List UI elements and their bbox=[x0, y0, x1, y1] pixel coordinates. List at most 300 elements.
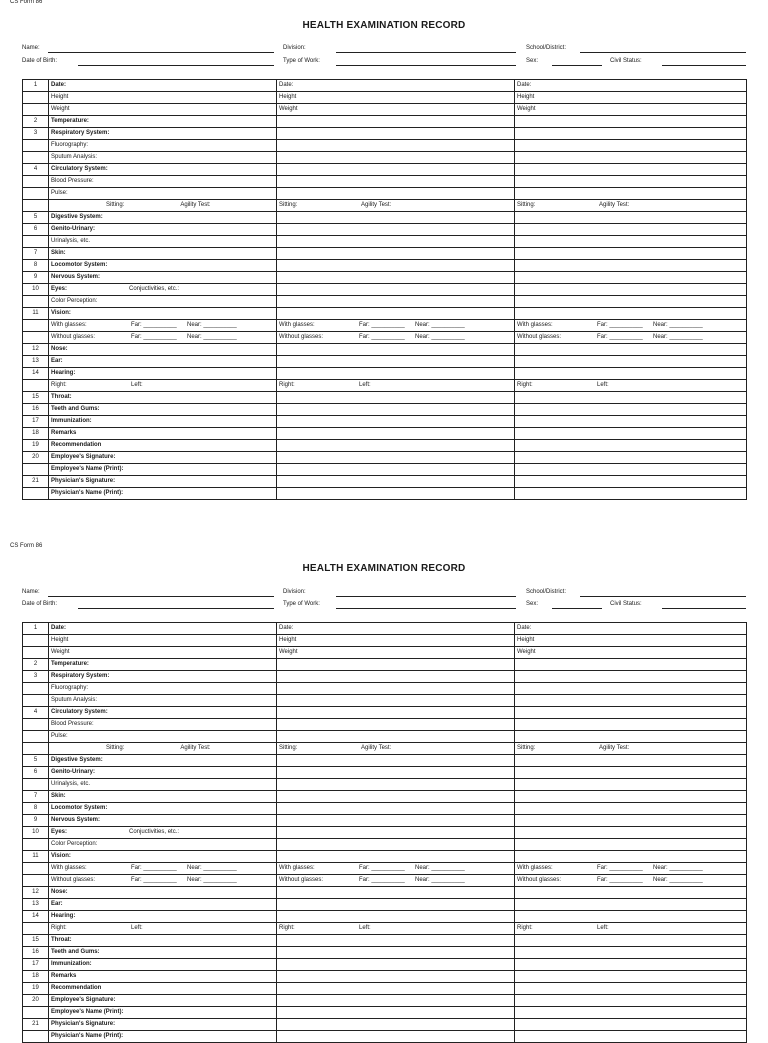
exam-entry-cell[interactable] bbox=[515, 719, 747, 731]
exam-entry-cell[interactable] bbox=[277, 875, 515, 887]
exam-entry-cell[interactable] bbox=[277, 923, 515, 935]
exam-entry-cell[interactable] bbox=[277, 707, 515, 719]
row-label-cell[interactable] bbox=[49, 755, 277, 767]
exam-entry-cell[interactable] bbox=[515, 464, 747, 476]
exam-entry-cell[interactable] bbox=[515, 116, 747, 128]
row-label-cell[interactable] bbox=[49, 356, 277, 368]
exam-entry-cell[interactable] bbox=[515, 983, 747, 995]
exam-entry-cell[interactable] bbox=[515, 671, 747, 683]
row-label-cell[interactable] bbox=[49, 104, 277, 116]
exam-entry-cell[interactable] bbox=[515, 140, 747, 152]
sex-line[interactable] bbox=[552, 65, 602, 66]
table-row bbox=[23, 755, 747, 767]
exam-entry-cell[interactable] bbox=[515, 767, 747, 779]
exam-entry-cell[interactable] bbox=[277, 380, 515, 392]
row-label-cell[interactable] bbox=[49, 623, 277, 635]
row-label-cell[interactable] bbox=[49, 827, 277, 839]
exam-entry-cell[interactable] bbox=[277, 851, 515, 863]
exam-entry-cell[interactable] bbox=[277, 899, 515, 911]
row-label-cell[interactable] bbox=[49, 851, 277, 863]
row-label-cell[interactable] bbox=[49, 803, 277, 815]
row-label-cell[interactable] bbox=[49, 284, 277, 296]
exam-entry-cell[interactable] bbox=[515, 272, 747, 284]
exam-entry-cell[interactable] bbox=[515, 344, 747, 356]
exam-entry-cell[interactable] bbox=[515, 176, 747, 188]
entry-label: Date: bbox=[517, 82, 532, 88]
row-label: Immunization: bbox=[51, 961, 92, 967]
exam-entry-cell[interactable] bbox=[515, 947, 747, 959]
row-label-cell[interactable] bbox=[49, 1007, 277, 1019]
table-row bbox=[23, 236, 747, 248]
exam-entry-cell[interactable] bbox=[277, 659, 515, 671]
exam-entry-cell[interactable] bbox=[515, 971, 747, 983]
exam-entry-cell[interactable] bbox=[515, 296, 747, 308]
row-label: Weight bbox=[51, 106, 70, 112]
exam-entry-cell[interactable] bbox=[277, 152, 515, 164]
row-label-cell[interactable] bbox=[49, 947, 277, 959]
row-label-cell[interactable] bbox=[49, 128, 277, 140]
row-label: Nose: bbox=[51, 346, 68, 352]
row-label-cell[interactable] bbox=[49, 200, 277, 212]
exam-entry-cell[interactable] bbox=[277, 803, 515, 815]
row-number: 21 bbox=[23, 1019, 49, 1031]
row-label-cell[interactable] bbox=[49, 707, 277, 719]
exam-entry-cell[interactable] bbox=[515, 236, 747, 248]
exam-entry-cell[interactable] bbox=[515, 635, 747, 647]
row-number bbox=[23, 188, 49, 200]
exam-entry-cell[interactable] bbox=[515, 320, 747, 332]
exam-entry-cell[interactable] bbox=[515, 1019, 747, 1031]
row-label-cell[interactable] bbox=[49, 476, 277, 488]
exam-entry-cell[interactable] bbox=[277, 791, 515, 803]
row-label: Sputum Analysis: bbox=[51, 697, 98, 703]
exam-entry-cell[interactable] bbox=[277, 719, 515, 731]
exam-entry-cell[interactable] bbox=[277, 212, 515, 224]
row-number: 3 bbox=[23, 671, 49, 683]
division-line[interactable] bbox=[336, 596, 516, 597]
exam-entry-cell[interactable] bbox=[515, 404, 747, 416]
exam-entry-cell[interactable] bbox=[515, 743, 747, 755]
row-label-cell[interactable] bbox=[49, 743, 277, 755]
table-row bbox=[23, 851, 747, 863]
exam-entry-cell[interactable] bbox=[515, 248, 747, 260]
row-label-cell[interactable] bbox=[49, 959, 277, 971]
exam-entry-cell[interactable] bbox=[515, 623, 747, 635]
exam-entry-cell[interactable] bbox=[515, 815, 747, 827]
exam-entry-cell[interactable] bbox=[277, 779, 515, 791]
row-label: Physician's Name (Print): bbox=[51, 490, 124, 496]
exam-entry-cell[interactable] bbox=[515, 380, 747, 392]
row-label: Employee's Signature: bbox=[51, 997, 116, 1003]
sitting-label: Sitting: bbox=[279, 202, 298, 208]
exam-entry-cell[interactable] bbox=[515, 128, 747, 140]
exam-entry-cell[interactable] bbox=[277, 260, 515, 272]
row-label-cell[interactable] bbox=[49, 224, 277, 236]
row-label-cell[interactable] bbox=[49, 260, 277, 272]
exam-entry-cell[interactable] bbox=[277, 935, 515, 947]
table-row bbox=[23, 971, 747, 983]
type-of-work-line[interactable] bbox=[336, 608, 516, 609]
table-row bbox=[23, 923, 747, 935]
row-label-cell[interactable] bbox=[49, 92, 277, 104]
exam-entry-cell[interactable] bbox=[515, 224, 747, 236]
exam-entry-cell[interactable] bbox=[277, 416, 515, 428]
row-label-cell[interactable] bbox=[49, 731, 277, 743]
row-label-cell[interactable] bbox=[49, 983, 277, 995]
exam-entry-cell[interactable] bbox=[515, 332, 747, 344]
row-number bbox=[23, 731, 49, 743]
exam-entry-cell[interactable] bbox=[277, 947, 515, 959]
row-number: 19 bbox=[23, 983, 49, 995]
exam-entry-cell[interactable] bbox=[277, 332, 515, 344]
exam-entry-cell[interactable] bbox=[515, 1007, 747, 1019]
exam-entry-cell[interactable] bbox=[515, 803, 747, 815]
exam-entry-cell[interactable] bbox=[277, 1007, 515, 1019]
row-number: 17 bbox=[23, 959, 49, 971]
row-number bbox=[23, 1031, 49, 1043]
row-number: 2 bbox=[23, 116, 49, 128]
left-label: Left: bbox=[131, 925, 143, 931]
table-row bbox=[23, 1007, 747, 1019]
exam-entry-cell[interactable] bbox=[515, 935, 747, 947]
exam-entry-cell[interactable] bbox=[277, 368, 515, 380]
exam-entry-cell[interactable] bbox=[277, 863, 515, 875]
row-label-cell[interactable] bbox=[49, 695, 277, 707]
civil-status-line[interactable] bbox=[662, 65, 746, 66]
exam-entry-cell[interactable] bbox=[277, 296, 515, 308]
exam-entry-cell[interactable] bbox=[277, 320, 515, 332]
exam-entry-cell[interactable] bbox=[277, 80, 515, 92]
exam-entry-cell[interactable] bbox=[277, 743, 515, 755]
conjuctivities-label: Conjuctivities, etc.: bbox=[129, 829, 180, 835]
row-label: Locomotor System: bbox=[51, 805, 108, 811]
table-row bbox=[23, 464, 747, 476]
row-label-cell[interactable] bbox=[49, 899, 277, 911]
row-number: 1 bbox=[23, 80, 49, 92]
row-label-cell[interactable] bbox=[49, 464, 277, 476]
row-number: 10 bbox=[23, 284, 49, 296]
table-row bbox=[23, 368, 747, 380]
exam-entry-cell[interactable] bbox=[515, 923, 747, 935]
row-label-cell[interactable] bbox=[49, 440, 277, 452]
row-label-cell[interactable] bbox=[49, 236, 277, 248]
exam-entry-cell[interactable] bbox=[515, 200, 747, 212]
row-label: Urinalysis, etc. bbox=[51, 238, 91, 244]
exam-entry-cell[interactable] bbox=[277, 995, 515, 1007]
row-number bbox=[23, 875, 49, 887]
exam-entry-cell[interactable] bbox=[515, 839, 747, 851]
exam-entry-cell[interactable] bbox=[277, 284, 515, 296]
row-number: 19 bbox=[23, 440, 49, 452]
type-of-work-line[interactable] bbox=[336, 65, 516, 66]
row-label: Color Perception: bbox=[51, 841, 98, 847]
table-row bbox=[23, 899, 747, 911]
entry-label: Right: bbox=[279, 925, 295, 931]
exam-entry-cell[interactable] bbox=[515, 731, 747, 743]
row-number: 3 bbox=[23, 128, 49, 140]
exam-entry-cell[interactable] bbox=[515, 428, 747, 440]
exam-entry-cell[interactable] bbox=[277, 440, 515, 452]
exam-entry-cell[interactable] bbox=[277, 476, 515, 488]
row-label-cell[interactable] bbox=[49, 248, 277, 260]
exam-entry-cell[interactable] bbox=[277, 959, 515, 971]
row-label-cell[interactable] bbox=[49, 320, 277, 332]
row-label: Skin: bbox=[51, 250, 66, 256]
row-label-cell[interactable] bbox=[49, 1031, 277, 1043]
row-label-cell[interactable] bbox=[49, 116, 277, 128]
row-label-cell[interactable] bbox=[49, 923, 277, 935]
exam-entry-cell[interactable] bbox=[277, 635, 515, 647]
exam-entry-cell[interactable] bbox=[515, 80, 747, 92]
exam-entry-cell[interactable] bbox=[277, 464, 515, 476]
table-row bbox=[23, 212, 747, 224]
exam-entry-cell[interactable] bbox=[515, 875, 747, 887]
exam-entry-cell[interactable] bbox=[515, 791, 747, 803]
exam-entry-cell[interactable] bbox=[515, 755, 747, 767]
sex-line[interactable] bbox=[552, 608, 602, 609]
exam-entry-cell[interactable] bbox=[277, 887, 515, 899]
row-label-cell[interactable] bbox=[49, 308, 277, 320]
civil-status-label: Civil Status: bbox=[610, 601, 642, 607]
table-row bbox=[23, 356, 747, 368]
row-number: 12 bbox=[23, 344, 49, 356]
exam-entry-cell[interactable] bbox=[515, 452, 747, 464]
row-label-cell[interactable] bbox=[49, 428, 277, 440]
exam-entry-cell[interactable] bbox=[277, 248, 515, 260]
near-field: Near: __________ bbox=[653, 865, 703, 871]
row-label-cell[interactable] bbox=[49, 779, 277, 791]
exam-entry-cell[interactable] bbox=[515, 212, 747, 224]
exam-entry-cell[interactable] bbox=[277, 911, 515, 923]
table-row bbox=[23, 1031, 747, 1043]
exam-entry-cell[interactable] bbox=[515, 647, 747, 659]
exam-entry-cell[interactable] bbox=[277, 767, 515, 779]
row-label-cell[interactable] bbox=[49, 452, 277, 464]
row-label: Recommendation bbox=[51, 985, 102, 991]
row-number: 7 bbox=[23, 791, 49, 803]
exam-entry-cell[interactable] bbox=[515, 827, 747, 839]
exam-entry-cell[interactable] bbox=[515, 863, 747, 875]
row-label-cell[interactable] bbox=[49, 659, 277, 671]
table-row bbox=[23, 344, 747, 356]
agility-test-label: Agility Test: bbox=[599, 745, 630, 751]
row-label-cell[interactable] bbox=[49, 683, 277, 695]
row-number bbox=[23, 923, 49, 935]
row-label-cell[interactable] bbox=[49, 635, 277, 647]
exam-entry-cell[interactable] bbox=[515, 416, 747, 428]
exam-entry-cell[interactable] bbox=[277, 164, 515, 176]
exam-entry-cell[interactable] bbox=[277, 827, 515, 839]
exam-entry-cell[interactable] bbox=[515, 260, 747, 272]
exam-entry-cell[interactable] bbox=[277, 392, 515, 404]
table-row bbox=[23, 863, 747, 875]
row-label-cell[interactable] bbox=[49, 887, 277, 899]
dob-label: Date of Birth: bbox=[22, 601, 58, 607]
exam-entry-cell[interactable] bbox=[515, 695, 747, 707]
near-field: Near: __________ bbox=[653, 334, 703, 340]
exam-entry-cell[interactable] bbox=[277, 428, 515, 440]
exam-entry-cell[interactable] bbox=[277, 272, 515, 284]
row-number bbox=[23, 176, 49, 188]
exam-entry-cell[interactable] bbox=[277, 356, 515, 368]
row-label-cell[interactable] bbox=[49, 863, 277, 875]
row-label-cell[interactable] bbox=[49, 368, 277, 380]
form-code: CS Form 86 bbox=[10, 543, 43, 549]
far-field: Far: __________ bbox=[359, 334, 405, 340]
row-number: 20 bbox=[23, 452, 49, 464]
exam-entry-cell[interactable] bbox=[515, 188, 747, 200]
exam-entry-cell[interactable] bbox=[277, 404, 515, 416]
exam-entry-cell[interactable] bbox=[277, 1031, 515, 1043]
row-number: 4 bbox=[23, 707, 49, 719]
exam-entry-cell[interactable] bbox=[277, 188, 515, 200]
exam-entry-cell[interactable] bbox=[277, 971, 515, 983]
exam-entry-cell[interactable] bbox=[515, 707, 747, 719]
row-label-cell[interactable] bbox=[49, 971, 277, 983]
exam-entry-cell[interactable] bbox=[515, 887, 747, 899]
row-label-cell[interactable] bbox=[49, 875, 277, 887]
exam-entry-cell[interactable] bbox=[515, 851, 747, 863]
school-district-line[interactable] bbox=[580, 52, 746, 53]
exam-entry-cell[interactable] bbox=[515, 899, 747, 911]
row-number bbox=[23, 104, 49, 116]
row-label: Hearing: bbox=[51, 370, 76, 376]
row-label-cell[interactable] bbox=[49, 767, 277, 779]
exam-entry-cell[interactable] bbox=[277, 236, 515, 248]
far-field: Far: __________ bbox=[131, 865, 177, 871]
table-row bbox=[23, 284, 747, 296]
exam-entry-cell[interactable] bbox=[277, 731, 515, 743]
civil-status-line[interactable] bbox=[662, 608, 746, 609]
agility-test-label: Agility Test: bbox=[180, 745, 211, 751]
row-label-cell[interactable] bbox=[49, 176, 277, 188]
exam-entry-cell[interactable] bbox=[277, 200, 515, 212]
row-label-cell[interactable] bbox=[49, 380, 277, 392]
row-label-cell[interactable] bbox=[49, 815, 277, 827]
row-label-cell[interactable] bbox=[49, 671, 277, 683]
type-of-work-label: Type of Work: bbox=[283, 58, 320, 64]
row-label-cell[interactable] bbox=[49, 911, 277, 923]
table-row bbox=[23, 647, 747, 659]
row-label-cell[interactable] bbox=[49, 332, 277, 344]
agility-test-label: Agility Test: bbox=[361, 745, 392, 751]
row-label-cell[interactable] bbox=[49, 416, 277, 428]
exam-entry-cell[interactable] bbox=[277, 308, 515, 320]
exam-entry-cell[interactable] bbox=[277, 488, 515, 500]
exam-entry-cell[interactable] bbox=[277, 344, 515, 356]
near-field: Near: __________ bbox=[415, 865, 465, 871]
row-label: Nervous System: bbox=[51, 817, 101, 823]
row-label-cell[interactable] bbox=[49, 140, 277, 152]
exam-table bbox=[22, 622, 747, 1043]
school-district-line[interactable] bbox=[580, 596, 746, 597]
exam-entry-cell[interactable] bbox=[515, 164, 747, 176]
entry-label: Weight bbox=[279, 106, 298, 112]
row-label-cell[interactable] bbox=[49, 935, 277, 947]
row-label-cell[interactable] bbox=[49, 719, 277, 731]
name-line[interactable] bbox=[48, 52, 274, 53]
exam-entry-cell[interactable] bbox=[515, 659, 747, 671]
exam-entry-cell[interactable] bbox=[277, 647, 515, 659]
exam-entry-cell[interactable] bbox=[277, 140, 515, 152]
exam-entry-cell[interactable] bbox=[277, 224, 515, 236]
row-label-cell[interactable] bbox=[49, 488, 277, 500]
row-label: Ear: bbox=[51, 901, 63, 907]
table-row bbox=[23, 248, 747, 260]
row-label-cell[interactable] bbox=[49, 1019, 277, 1031]
exam-entry-cell[interactable] bbox=[515, 284, 747, 296]
exam-entry-cell[interactable] bbox=[277, 1019, 515, 1031]
exam-entry-cell[interactable] bbox=[277, 839, 515, 851]
exam-entry-cell[interactable] bbox=[515, 308, 747, 320]
exam-entry-cell[interactable] bbox=[277, 815, 515, 827]
exam-entry-cell[interactable] bbox=[515, 683, 747, 695]
row-label-cell[interactable] bbox=[49, 839, 277, 851]
near-field: Near: __________ bbox=[415, 322, 465, 328]
division-line[interactable] bbox=[336, 52, 516, 53]
exam-entry-cell[interactable] bbox=[515, 392, 747, 404]
dob-line[interactable] bbox=[78, 65, 274, 66]
row-label-cell[interactable] bbox=[49, 80, 277, 92]
exam-entry-cell[interactable] bbox=[277, 755, 515, 767]
row-label: Vision: bbox=[51, 853, 71, 859]
exam-entry-cell[interactable] bbox=[515, 1031, 747, 1043]
exam-entry-cell[interactable] bbox=[515, 911, 747, 923]
exam-entry-cell[interactable] bbox=[277, 623, 515, 635]
exam-entry-cell[interactable] bbox=[515, 104, 747, 116]
exam-entry-cell[interactable] bbox=[515, 152, 747, 164]
exam-entry-cell[interactable] bbox=[277, 452, 515, 464]
exam-entry-cell[interactable] bbox=[277, 116, 515, 128]
row-label-cell[interactable] bbox=[49, 791, 277, 803]
exam-entry-cell[interactable] bbox=[515, 476, 747, 488]
exam-entry-cell[interactable] bbox=[515, 92, 747, 104]
division-label: Division: bbox=[283, 589, 306, 595]
exam-entry-cell[interactable] bbox=[515, 440, 747, 452]
exam-entry-cell[interactable] bbox=[515, 356, 747, 368]
row-label-cell[interactable] bbox=[49, 272, 277, 284]
exam-entry-cell[interactable] bbox=[277, 683, 515, 695]
exam-entry-cell[interactable] bbox=[515, 488, 747, 500]
exam-entry-cell[interactable] bbox=[515, 779, 747, 791]
exam-entry-cell[interactable] bbox=[277, 104, 515, 116]
row-label-cell[interactable] bbox=[49, 392, 277, 404]
row-label-cell[interactable] bbox=[49, 164, 277, 176]
row-label-cell[interactable] bbox=[49, 404, 277, 416]
row-label-cell[interactable] bbox=[49, 344, 277, 356]
exam-entry-cell[interactable] bbox=[277, 92, 515, 104]
name-line[interactable] bbox=[48, 596, 274, 597]
row-label-cell[interactable] bbox=[49, 647, 277, 659]
exam-entry-cell[interactable] bbox=[277, 671, 515, 683]
row-number: 16 bbox=[23, 947, 49, 959]
row-label-cell[interactable] bbox=[49, 212, 277, 224]
row-label-cell[interactable] bbox=[49, 296, 277, 308]
row-label-cell[interactable] bbox=[49, 152, 277, 164]
row-label: With glasses: bbox=[51, 322, 87, 328]
exam-entry-cell[interactable] bbox=[277, 983, 515, 995]
exam-entry-cell[interactable] bbox=[515, 995, 747, 1007]
dob-line[interactable] bbox=[78, 608, 274, 609]
exam-entry-cell[interactable] bbox=[277, 128, 515, 140]
exam-entry-cell[interactable] bbox=[515, 959, 747, 971]
row-label-cell[interactable] bbox=[49, 995, 277, 1007]
row-number: 18 bbox=[23, 428, 49, 440]
exam-entry-cell[interactable] bbox=[515, 368, 747, 380]
exam-entry-cell[interactable] bbox=[277, 176, 515, 188]
row-label-cell[interactable] bbox=[49, 188, 277, 200]
exam-entry-cell[interactable] bbox=[277, 695, 515, 707]
